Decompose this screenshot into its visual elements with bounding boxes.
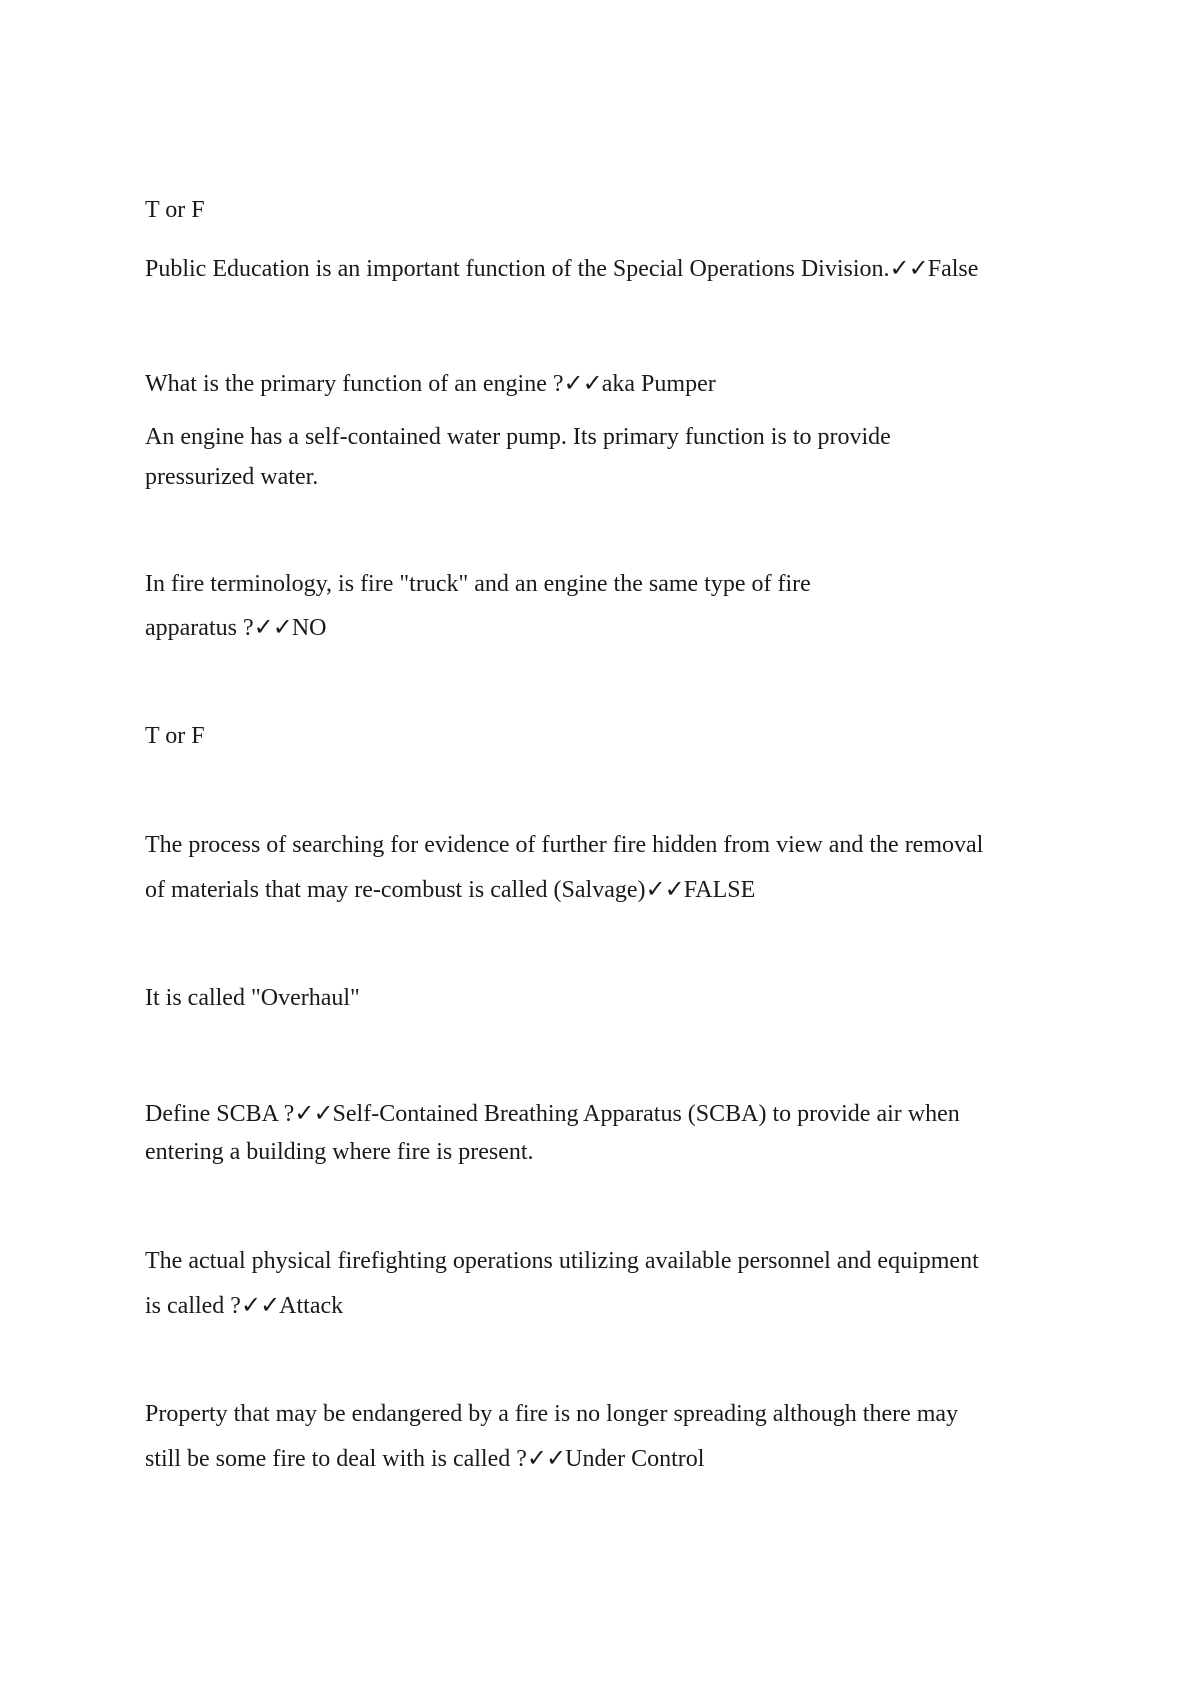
q2-answer-line-2: pressurized water. <box>145 464 319 490</box>
answer-text: Attack <box>279 1293 344 1319</box>
q4-question-line-2 <box>145 866 1060 913</box>
question-text: of materials that may re-combust is called (Salvage) <box>145 877 646 903</box>
double-check-icon: ✓✓ <box>294 1099 333 1127</box>
answer-text: NO <box>291 615 327 641</box>
q4-heading: T or F <box>145 723 205 749</box>
question-text: is called ? <box>145 1293 241 1319</box>
answer-text: False <box>927 256 979 282</box>
double-check-icon: ✓✓ <box>645 875 684 903</box>
double-check-icon: ✓✓ <box>526 1444 566 1472</box>
q6-question-line-1: The actual physical firefighting operations utilizing available personnel and equipment <box>145 1248 979 1274</box>
answer-text: Self-Contained Breathing Apparatus (SCBA) to provide air when <box>332 1101 960 1127</box>
q1-question <box>145 245 1060 292</box>
q7-question-line-2 <box>145 1435 1060 1482</box>
q4-note: It is called "Overhaul" <box>145 985 360 1011</box>
double-check-icon: ✓✓ <box>563 369 602 397</box>
q7-question-line-1: Property that may be endangered by a fire is no longer spreading although there may <box>145 1401 959 1427</box>
question-text: What is the primary function of an engine ? <box>145 371 564 397</box>
q6-question-line-2 <box>145 1282 1060 1329</box>
answer-text: aka Pumper <box>601 371 716 397</box>
q1-heading: T or F <box>145 197 205 223</box>
answer-text: Under Control <box>565 1446 705 1472</box>
answer-text: FALSE <box>683 877 756 903</box>
q2-question <box>145 360 1060 407</box>
q2-answer-line-1: An engine has a self-contained water pump. Its primary function is to provide <box>145 424 891 450</box>
question-text: apparatus ? <box>145 615 254 641</box>
question-text: still be some fire to deal with is called ? <box>145 1446 527 1472</box>
q4-question-line-1: The process of searching for evidence of further fire hidden from view and the removal <box>145 832 984 858</box>
question-text: Public Education is an important function of the Special Operations Division. <box>145 256 890 282</box>
q3-question-line-2 <box>145 604 1060 651</box>
double-check-icon: ✓✓ <box>240 1291 280 1319</box>
q3-question-line-1: In fire terminology, is fire "truck" and an engine the same type of fire <box>145 571 811 597</box>
question-text: Define SCBA ? <box>145 1101 295 1127</box>
double-check-icon: ✓✓ <box>253 613 292 641</box>
q5-answer-line-2: entering a building where fire is present. <box>145 1139 534 1165</box>
double-check-icon: ✓✓ <box>889 254 928 282</box>
